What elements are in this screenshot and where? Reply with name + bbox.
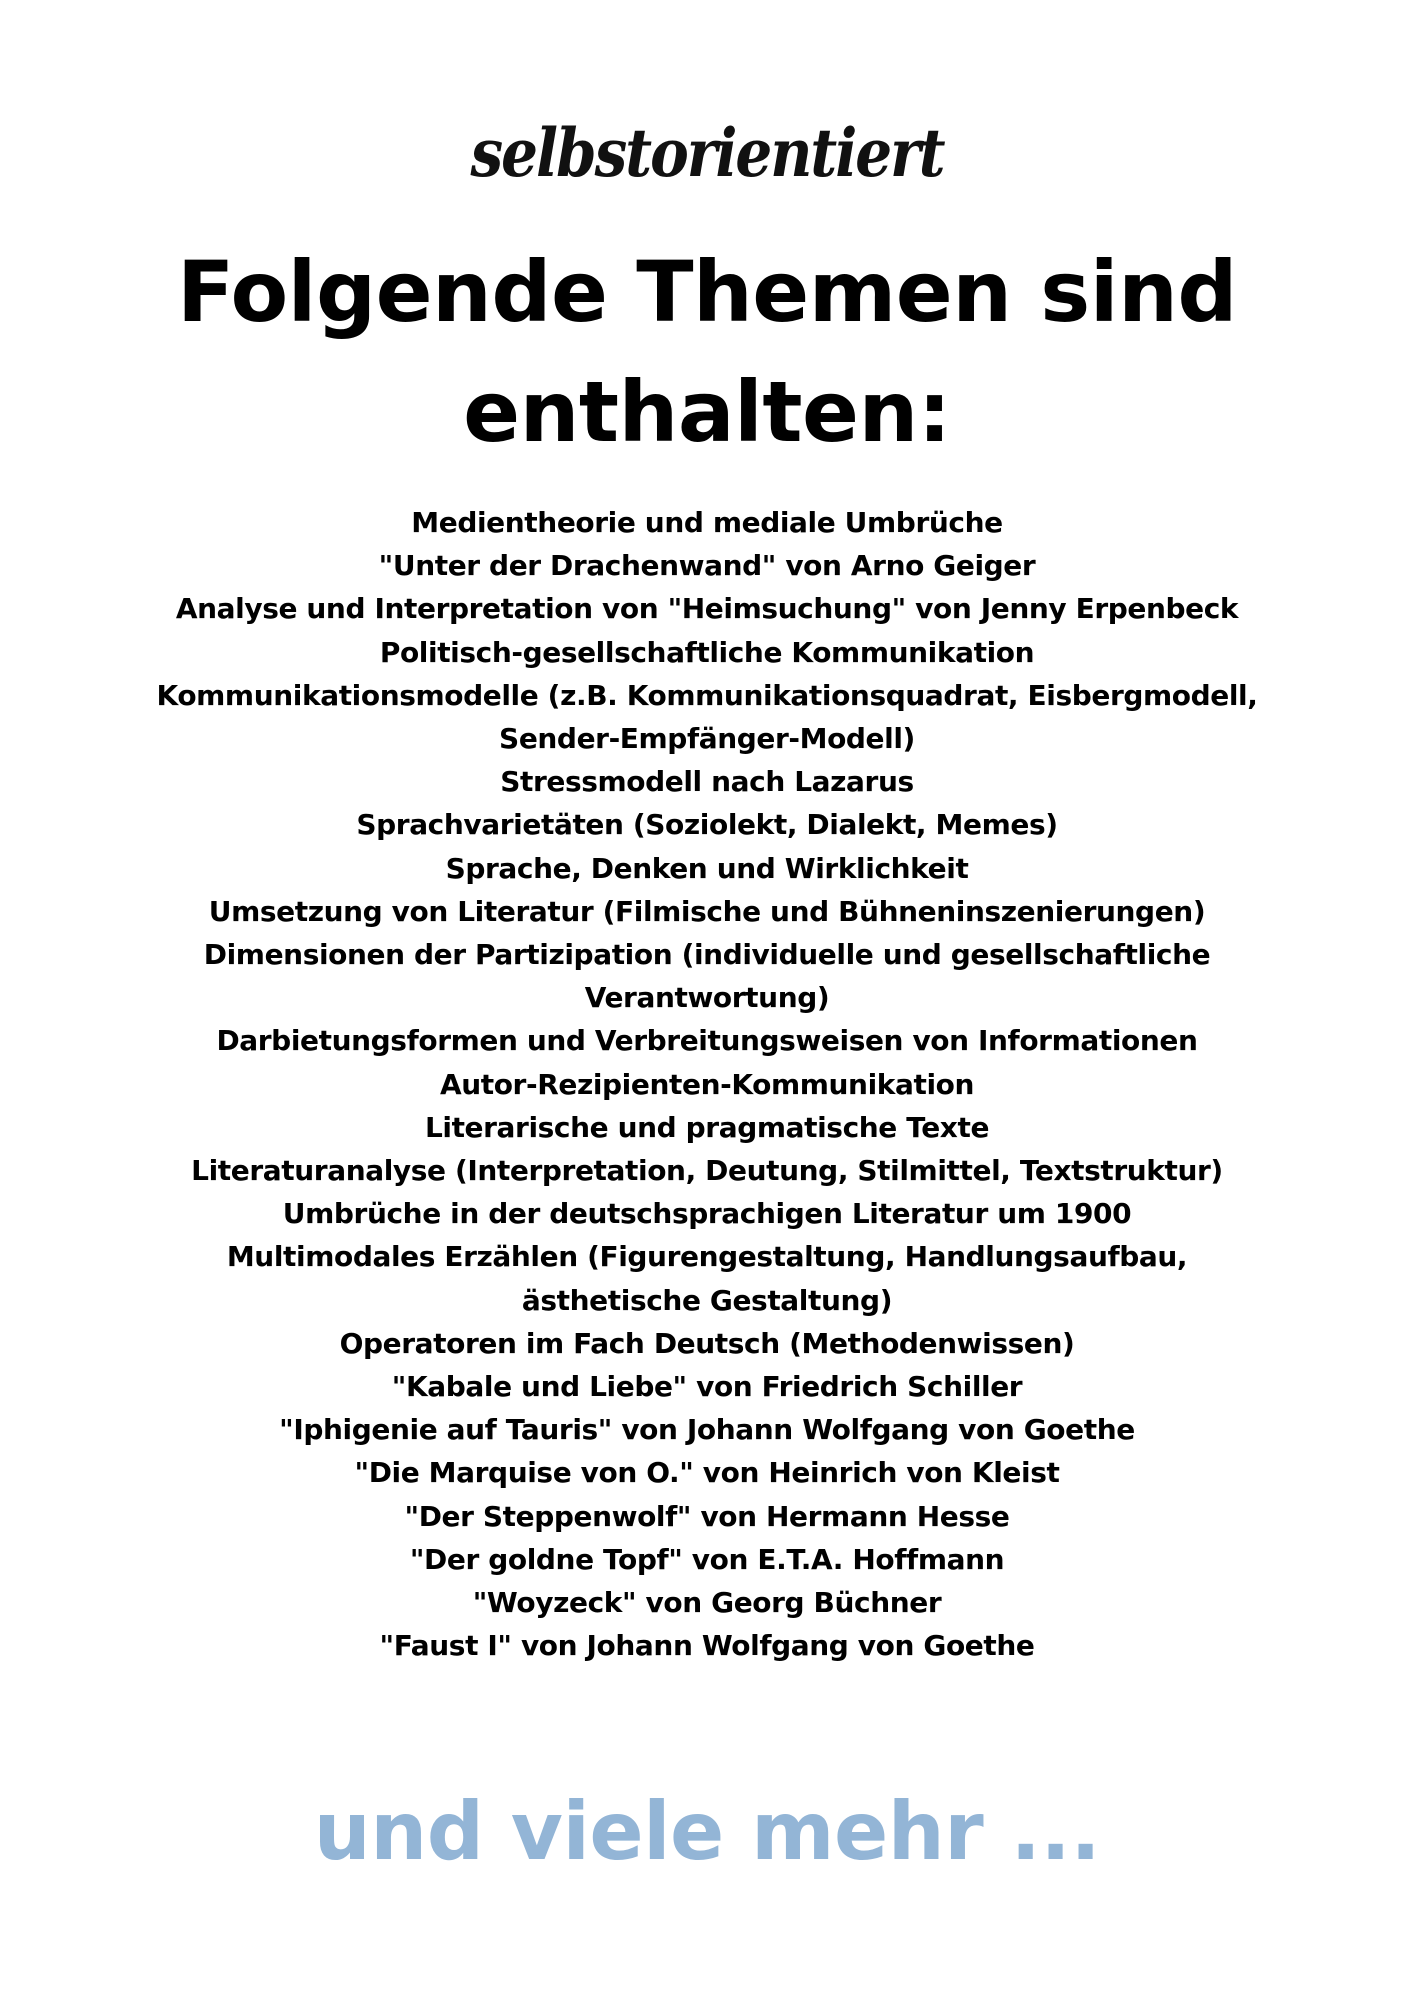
topic-item: Sprache, Denken und Wirklichkeit	[445, 851, 969, 885]
topic-item: Politisch-gesellschaftliche Kommunikation	[379, 635, 1035, 669]
topic-item: "Der goldne Topf" von E.T.A. Hoffmann	[409, 1542, 1005, 1576]
topic-item: "Die Marquise von O." von Heinrich von Kleist	[354, 1456, 1060, 1490]
topic-list	[150, 501, 1264, 1667]
topic-item: "Iphigenie auf Tauris" von Johann Wolfgang von Goethe	[279, 1413, 1135, 1447]
topic-item: "Faust I" von Johann Wolfgang von Goethe	[379, 1629, 1035, 1663]
topic-item: Operatoren im Fach Deutsch (Methodenwissen)	[339, 1326, 1075, 1360]
topic-item: Umsetzung von Literatur (Filmische und Bühneninszenierungen)	[208, 894, 1206, 928]
topic-item: Kommunikationsmodelle (z.B. Kommunikationsquadrat, Eisbergmodell, Sender-Empfänger-Modell)	[156, 678, 1258, 756]
topic-item: Analyse und Interpretation von "Heimsuchung" von Jenny Erpenbeck	[175, 592, 1239, 626]
topic-item: "Woyzeck" von Georg Büchner	[472, 1586, 942, 1620]
page-title-line-2: enthalten:	[463, 363, 951, 461]
topic-item: Medientheorie und mediale Umbrüche	[411, 506, 1003, 539]
topic-item: "Der Steppenwolf" von Hermann Hesse	[404, 1499, 1010, 1533]
topic-item: Dimensionen der Partizipation (individuelle und gesellschaftliche Verantwortung)	[203, 938, 1211, 1015]
topic-item: Stressmodell nach Lazarus	[500, 765, 914, 799]
topic-item: "Unter der Drachenwand" von Arno Geiger	[378, 549, 1036, 583]
topic-item: Darbietungsformen und Verbreitungsweisen von Informationen	[216, 1024, 1198, 1058]
page-title	[0, 232, 1414, 472]
brand-logo: selbstorientiert	[470, 113, 944, 193]
topic-item: Autor-Rezipienten-Kommunikation	[439, 1067, 975, 1101]
topic-item: Sprachvarietäten (Soziolekt, Dialekt, Memes)	[356, 808, 1058, 842]
page-title-line-1: Folgende Themen sind	[176, 243, 1238, 341]
more-topics-note: und viele mehr ...	[313, 1785, 1101, 1878]
topic-item: "Kabale und Liebe" von Friedrich Schiller	[391, 1370, 1023, 1404]
topic-item: Literaturanalyse (Interpretation, Deutung, Stilmittel, Textstruktur)	[191, 1154, 1223, 1188]
topic-item: Multimodales Erzählen (Figurengestaltung, Handlungsaufbau, ästhetische Gestaltung)	[226, 1240, 1188, 1317]
topic-item: Umbrüche in der deutschsprachigen Literatur um 1900	[282, 1197, 1132, 1231]
topic-item: Literarische und pragmatische Texte	[424, 1110, 990, 1144]
